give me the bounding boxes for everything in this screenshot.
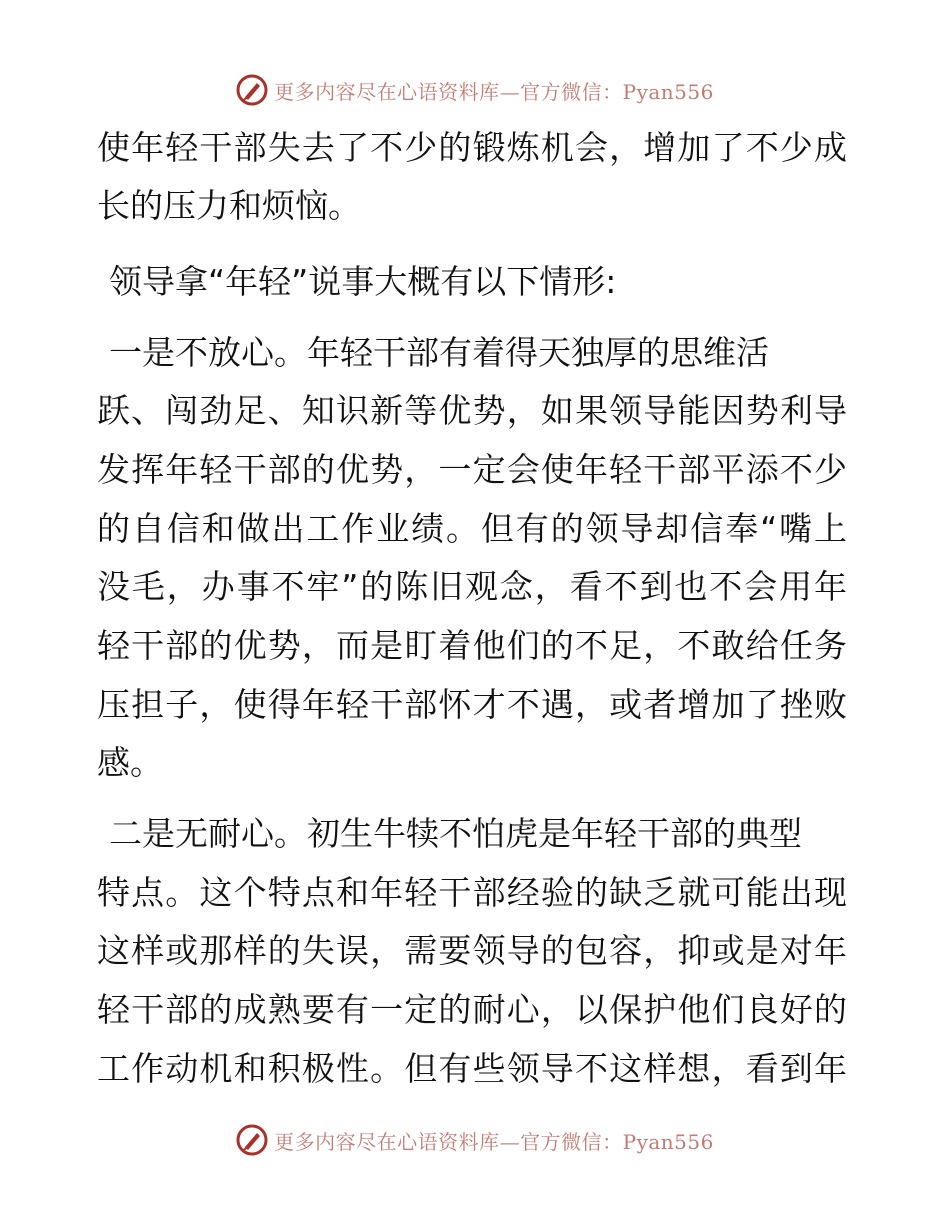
text-line: 工作动机和积极性。但有些领导不这样想，看到年 [97, 1049, 847, 1088]
footer-banner-text: 更多内容尽在心语资料库—官方微信：Pyan556 [274, 1129, 714, 1154]
text-line: 感。 [97, 743, 163, 782]
text-line: 发挥年轻干部的优势，一定会使年轻干部平添不少 [97, 450, 847, 489]
text-line: 长的压力和烦恼。 [97, 186, 361, 225]
text-line: 领导拿“年轻”说事大概有以下情形: [109, 262, 617, 301]
pen-logo-icon [236, 74, 268, 106]
footer-watermark [0, 1120, 950, 1160]
text-line: 使年轻干部失去了不少的锻炼机会，增加了不少成 [97, 128, 847, 167]
text-line: 压担子，使得年轻干部怀才不遇，或者增加了挫败 [97, 685, 847, 724]
text-line: 没毛，办事不牢”的陈旧观念，看不到也不会用年 [97, 567, 847, 606]
text-line: 轻干部的优势，而是盯着他们的不足，不敢给任务 [97, 626, 847, 665]
text-line: 的自信和做出工作业绩。但有的领导却信奉“嘴上 [97, 509, 847, 548]
pen-logo-icon [236, 1124, 268, 1156]
text-line: 轻干部的成熟要有一定的耐心，以保护他们良好的 [97, 990, 847, 1029]
header-banner-text: 更多内容尽在心语资料库—官方微信：Pyan556 [274, 79, 714, 104]
header-watermark [0, 70, 950, 110]
text-line: 这样或那样的失误，需要领导的包容，抑或是对年 [97, 931, 847, 970]
text-line: 特点。这个特点和年轻干部经验的缺乏就可能出现 [97, 873, 847, 912]
text-line: 二是无耐心。初生牛犊不怕虎是年轻干部的典型 [109, 814, 802, 853]
text-line: 跃、闯劲足、知识新等优势，如果领导能因势利导 [97, 391, 847, 430]
text-line: 一是不放心。年轻干部有着得天独厚的思维活 [109, 333, 769, 372]
